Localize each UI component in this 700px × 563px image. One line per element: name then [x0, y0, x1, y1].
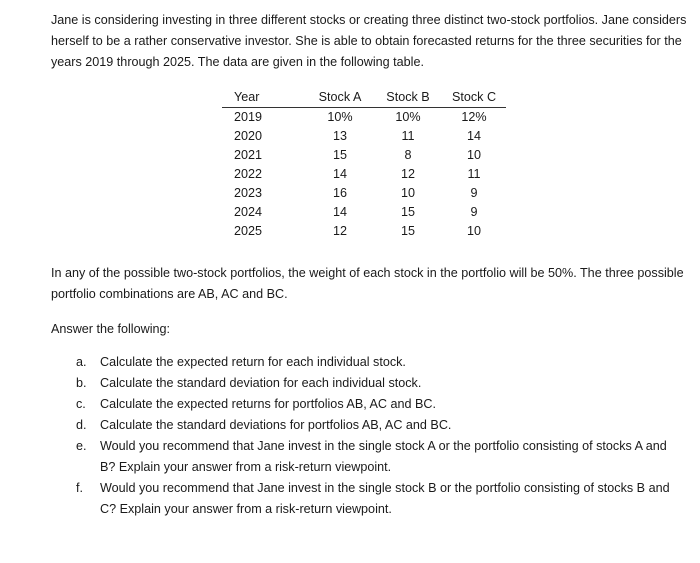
table-header-row: [222, 88, 506, 108]
cell-stock-a: 13: [332, 129, 347, 143]
cell-stock-c: 9: [470, 186, 478, 200]
list-item: [76, 373, 676, 394]
question-text: Calculate the expected return for each individual stock.: [100, 355, 406, 369]
question-letter: b.: [76, 376, 87, 390]
cell-year: 2020: [234, 129, 263, 143]
question-letter: e.: [76, 439, 87, 453]
question-text: Would you recommend that Jane invest in the single stock A or the portfolio consisting of stocks A and B? Explain your answer from a risk-return viewpoint.: [100, 439, 667, 474]
cell-stock-a: 12: [332, 224, 347, 238]
question-letter: a.: [76, 355, 87, 369]
cell-stock-a: 16: [332, 186, 347, 200]
list-item: [76, 478, 676, 520]
cell-stock-c: 10: [466, 148, 481, 162]
question-list: [76, 352, 676, 520]
cell-stock-a: 14: [332, 167, 347, 181]
list-item: [76, 436, 676, 478]
cell-year: 2021: [234, 148, 263, 162]
cell-stock-c: 11: [467, 167, 481, 181]
cell-year: 2023: [234, 186, 263, 200]
question-text: Calculate the standard deviations for portfolios AB, AC and BC.: [100, 418, 452, 432]
cell-stock-c: 9: [470, 205, 478, 219]
cell-stock-c: 10: [466, 224, 481, 238]
cell-year: 2024: [234, 205, 263, 219]
question-letter: d.: [76, 418, 87, 432]
table-row: [222, 203, 506, 222]
question-text: Calculate the standard deviation for each individual stock.: [100, 376, 422, 390]
cell-stock-b: 15: [400, 205, 415, 219]
portfolio-paragraph: In any of the possible two-stock portfolios, the weight of each stock in the portfolio will be 50%. The three possible portfolio combinations are AB, AC and BC.: [51, 266, 684, 301]
question-letter: c.: [76, 397, 86, 411]
cell-stock-b: 8: [404, 148, 412, 162]
cell-stock-b: 10%: [395, 110, 421, 124]
list-item: [76, 352, 676, 373]
cell-year: 2019: [234, 110, 263, 124]
table-row: [222, 108, 506, 128]
list-item: [76, 394, 676, 415]
table-row: [222, 222, 506, 241]
header-stock-a: Stock A: [306, 88, 374, 108]
cell-stock-b: 12: [400, 167, 415, 181]
intro-paragraph: Jane is considering investing in three different stocks or creating three distinct two-stock portfolios. Jane considers herself to be a rather conservative investor. She is able to obtain forecasted returns for the three securities for the years 2019 through 2025. The data are given in the following table.: [51, 13, 687, 69]
header-stock-c: Stock C: [442, 88, 506, 108]
list-item: [76, 415, 676, 436]
question-text: Calculate the expected returns for portfolios AB, AC and BC.: [100, 397, 437, 411]
table-row: [222, 184, 506, 203]
cell-stock-b: 11: [401, 129, 415, 143]
question-text: Would you recommend that Jane invest in the single stock B or the portfolio consisting of stocks B and C? Explain your answer from a risk-return viewpoint.: [100, 481, 670, 516]
header-stock-b: Stock B: [374, 88, 442, 108]
cell-stock-a: 10%: [327, 110, 353, 124]
returns-table: [222, 88, 506, 241]
table-row: [222, 146, 506, 165]
cell-stock-a: 15: [332, 148, 347, 162]
cell-stock-a: 14: [332, 205, 347, 219]
table-row: [222, 127, 506, 146]
cell-stock-c: 12%: [461, 110, 487, 124]
table-row: [222, 165, 506, 184]
cell-year: 2022: [234, 167, 263, 181]
cell-stock-b: 15: [400, 224, 415, 238]
answer-heading: Answer the following:: [51, 322, 171, 336]
cell-year: 2025: [234, 224, 263, 238]
header-year: Year: [222, 88, 306, 108]
cell-stock-b: 10: [400, 186, 415, 200]
cell-stock-c: 14: [466, 129, 481, 143]
question-letter: f.: [76, 481, 83, 495]
